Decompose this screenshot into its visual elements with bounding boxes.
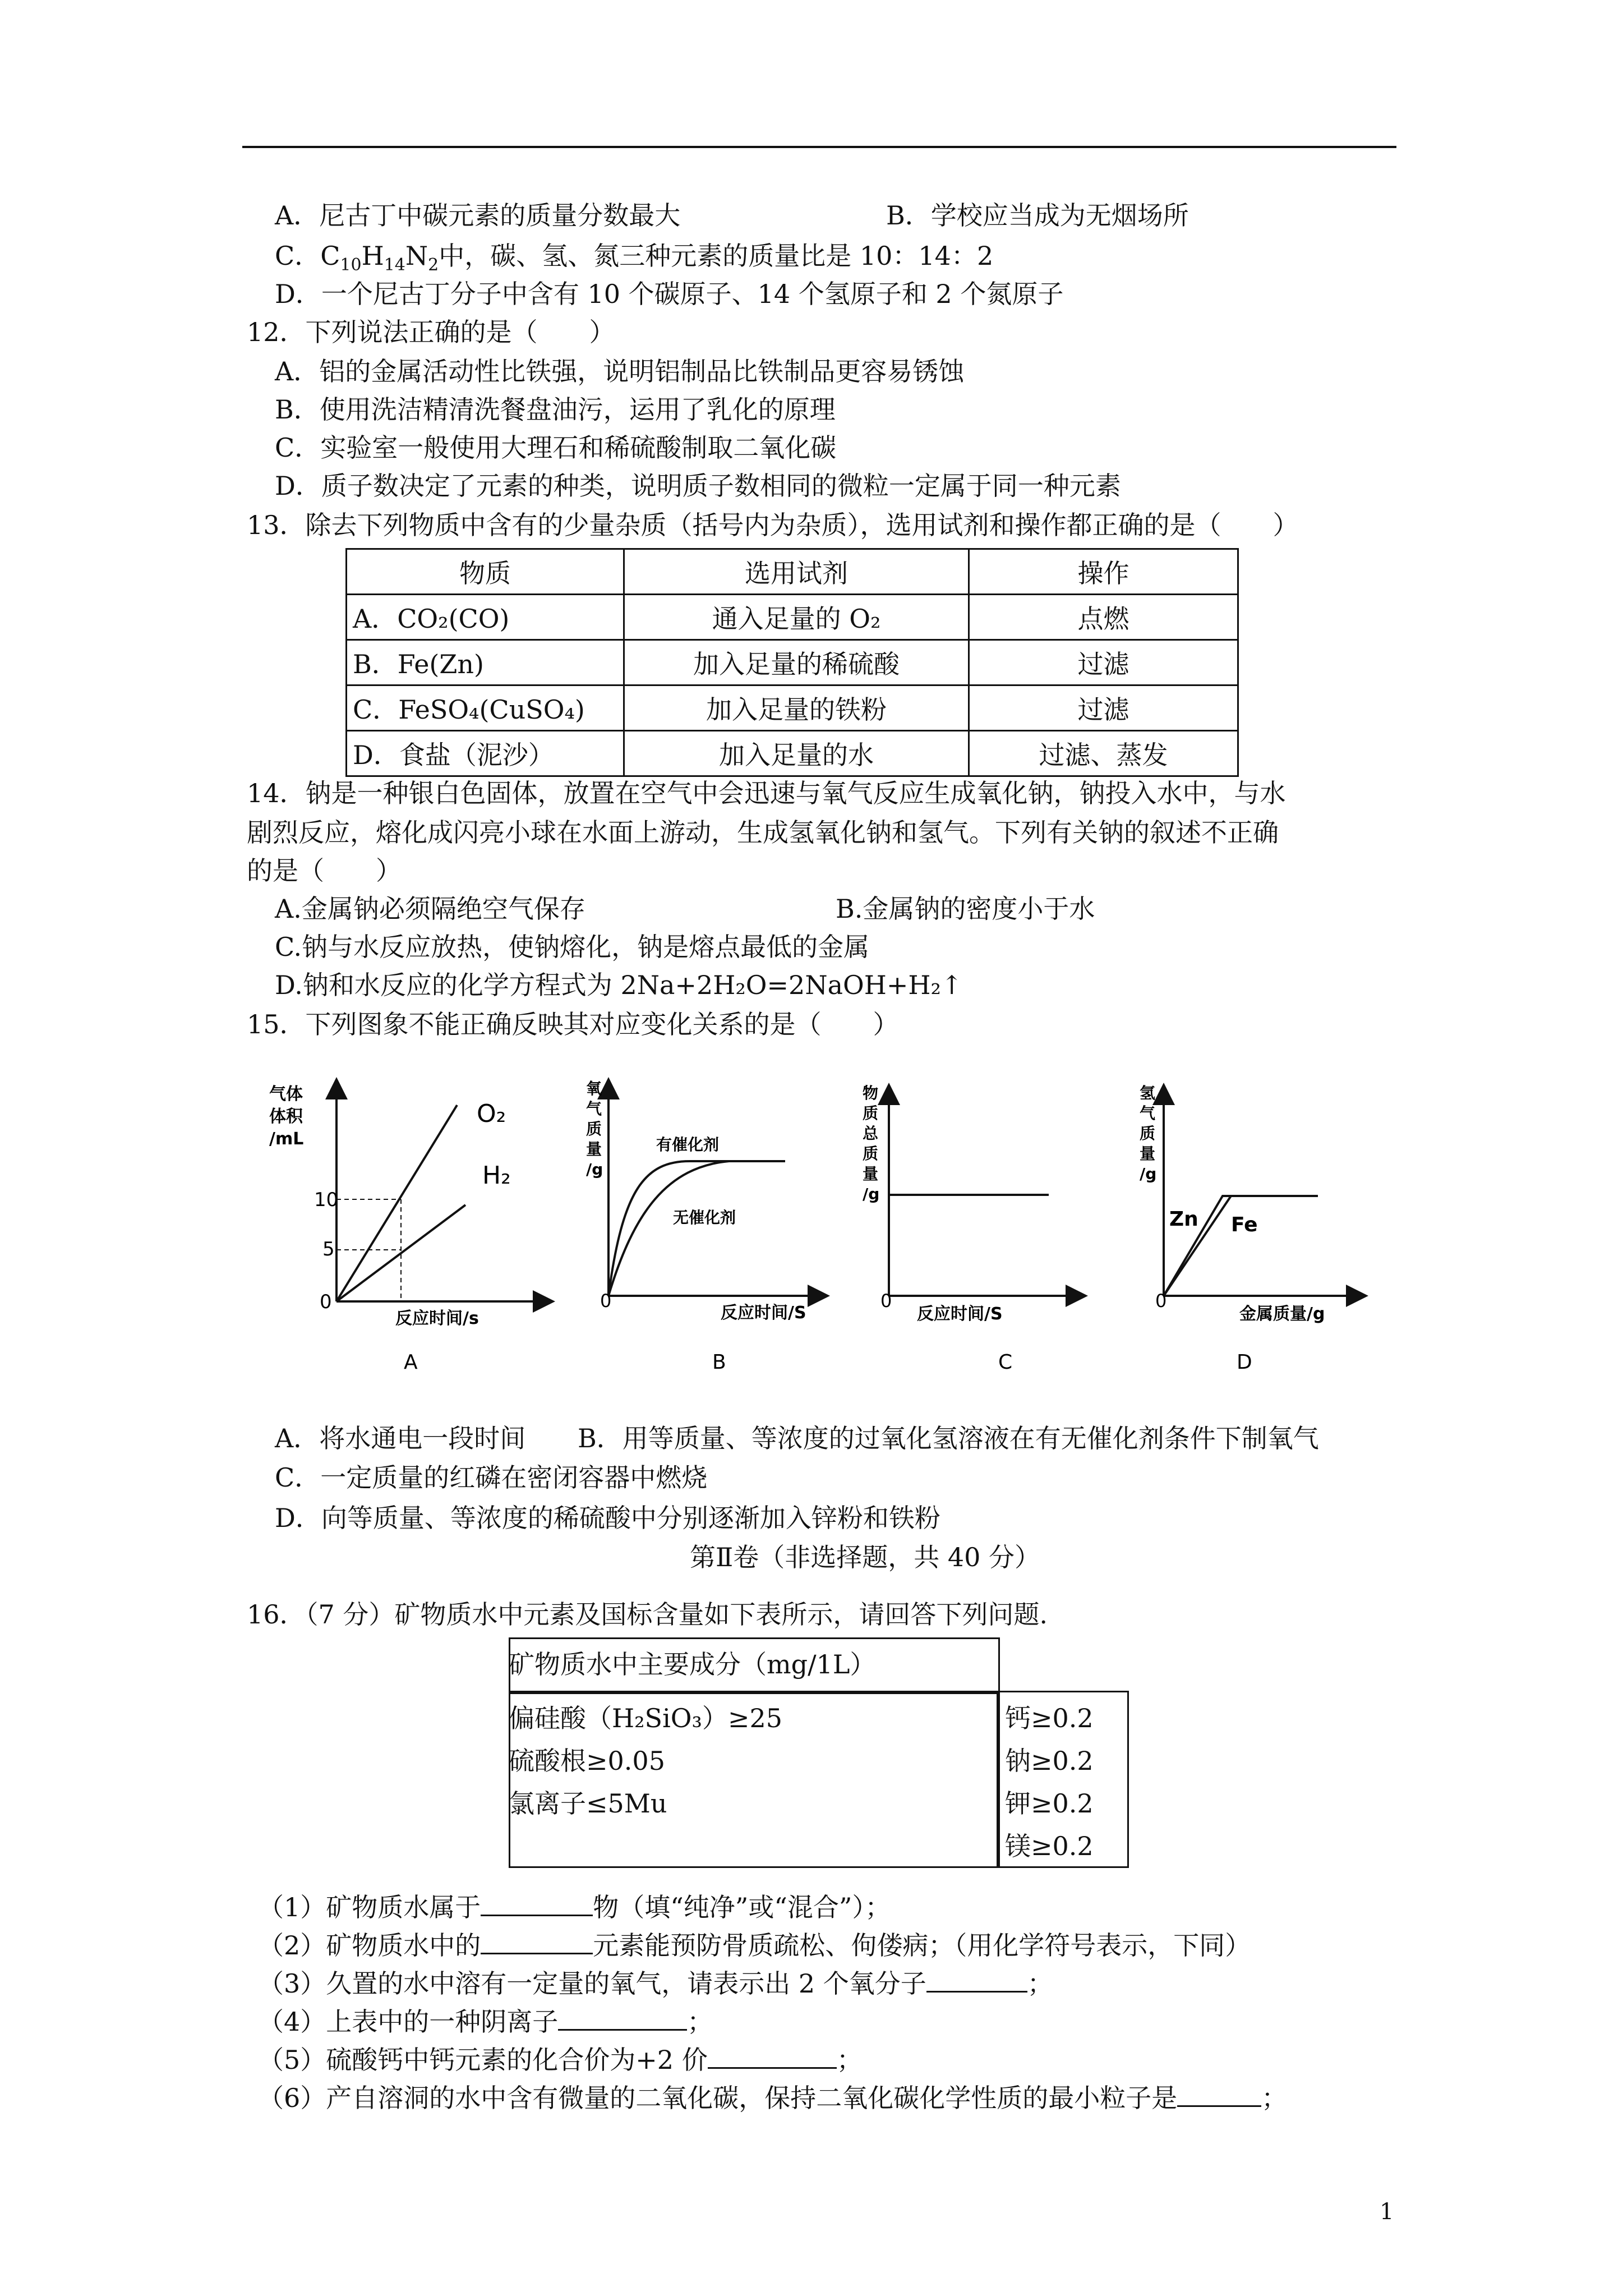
mineral-table (509, 1637, 1132, 1880)
answer-blank[interactable] (558, 2004, 687, 2031)
graph-a-h2-label: H₂ (482, 1161, 511, 1190)
header-reagent: 选用试剂 (624, 549, 969, 595)
q11-option-b: B．学校应当成为无烟场所 (886, 200, 1189, 231)
graph-b-ylabel: 氧气质量/g (586, 1079, 603, 1179)
table-row (347, 595, 1238, 640)
table-row (347, 731, 1238, 776)
q14-line-1: 14．钠是一种银白色固体，放置在空气中会迅速与氧气反应生成氧化钠，钠投入水中，与水 (247, 778, 1286, 808)
graph-a-o2-label: O₂ (477, 1099, 506, 1128)
mineral-table-title: 矿物质水中主要成分（mg/1L） (509, 1649, 876, 1680)
graph-a-label: A (404, 1351, 418, 1374)
cell-substance: C．FeSO₄(CuSO₄) (347, 685, 624, 731)
table-header-row (347, 549, 1238, 595)
mineral-right-1: 钙≥0.2 (1005, 1703, 1094, 1733)
cell-reagent: 加入足量的稀硫酸 (624, 640, 969, 685)
graph-a-tick-10: 10 (314, 1189, 339, 1211)
q11-option-c: C．$C_{10}H_{14}N_2$中，碳、氢、氮三种元素的质量比是 10：14：2 (275, 241, 994, 275)
q15-option-b: B．用等质量、等浓度的过氧化氢溶液在有无催化剂条件下制氧气 (578, 1423, 1319, 1453)
graph-c-xlabel: 反应时间/S (917, 1304, 1003, 1324)
graph-a-o2-line (336, 1105, 457, 1301)
mineral-right-3: 钾≥0.2 (1005, 1788, 1094, 1819)
q12-option-b: B．使用洗洁精清洗餐盘油污，运用了乳化的原理 (275, 394, 836, 425)
q16-sub-4: （4）上表中的一种阴离子 ； (258, 2003, 713, 2041)
q14-line-2: 剧烈反应，熔化成闪亮小球在水面上游动，生成氢氧化钠和氢气。下列有关钠的叙述不正确 (247, 817, 1279, 848)
q15-option-c: C．一定质量的红磷在密闭容器中燃烧 (275, 1462, 708, 1493)
graph-c (863, 1084, 1077, 1374)
header-rule (242, 146, 1396, 148)
cell-reagent: 加入足量的水 (624, 731, 969, 776)
q12-option-a: A．铝的金属活动性比铁强，说明铝制品比铁制品更容易锈蚀 (275, 356, 965, 386)
answer-blank[interactable] (481, 1928, 593, 1954)
answer-blank[interactable] (708, 2042, 837, 2069)
header-substance: 物质 (347, 549, 624, 595)
graph-a-xlabel: 反应时间/s (395, 1309, 479, 1328)
mineral-left-1: 偏硅酸（H₂SiO₃）≥25 (509, 1703, 783, 1733)
graph-a-tick-5: 5 (322, 1238, 335, 1260)
q14-line-3: 的是（ ） (247, 855, 402, 886)
graph-b (586, 1079, 819, 1374)
graph-c-ylabel: 物质总质量/g (863, 1084, 880, 1203)
q16-sub-5: （5）硫酸钙中钙元素的化合价为+2 价 ； (258, 2041, 863, 2079)
q15-option-d: D．向等质量、等浓度的稀硫酸中分别逐渐加入锌粉和铁粉 (275, 1503, 940, 1533)
q14-option-c: C.钠与水反应放热，使钠熔化，钠是熔点最低的金属 (275, 932, 870, 962)
graph-b-xlabel: 反应时间/S (721, 1303, 806, 1323)
graph-c-origin: 0 (880, 1290, 892, 1312)
answer-blank[interactable] (481, 1890, 593, 1916)
q11-option-d: D．一个尼古丁分子中含有 10 个碳原子、14 个氢原子和 2 个氮原子 (275, 279, 1064, 309)
mineral-left-3: 氯离子≤5Mu (509, 1788, 667, 1819)
page-number: 1 (1380, 2199, 1394, 2225)
graph-a-ylabel: 气体体积/mL (269, 1084, 304, 1149)
graph-d-ylabel: 氢气质量/g (1140, 1084, 1157, 1183)
cell-operation: 过滤、蒸发 (969, 731, 1238, 776)
q12-stem: 12．下列说法正确的是（ ） (247, 317, 615, 347)
table-row (347, 685, 1238, 731)
q12-option-c: C．实验室一般使用大理石和稀硫酸制取二氧化碳 (275, 432, 837, 463)
answer-blank[interactable] (926, 1966, 1027, 1993)
mineral-left-2: 硫酸根≥0.05 (509, 1746, 665, 1776)
graph-d-zn-label: Zn (1169, 1208, 1198, 1231)
cell-reagent: 加入足量的铁粉 (624, 685, 969, 731)
graph-b-catalyst-label: 有催化剂 (656, 1135, 720, 1154)
q16-sub-6: （6）产自溶洞的水中含有微量的二氧化碳，保持二氧化碳化学性质的最小粒子是 ； (258, 2079, 1287, 2117)
graph-d-xlabel: 金属质量/g (1239, 1304, 1325, 1324)
cell-substance: D．食盐（泥沙） (347, 731, 624, 776)
q14-option-d: D.钠和水反应的化学方程式为 2Na+2H₂O=2NaOH+H₂↑ (275, 970, 963, 1000)
q15-option-a: A．将水通电一段时间 (275, 1423, 526, 1453)
graph-b-label: B (712, 1351, 726, 1374)
cell-operation: 过滤 (969, 685, 1238, 731)
q11-option-a: A．尼古丁中碳元素的质量分数最大 (275, 200, 681, 231)
cell-reagent: 通入足量的 O₂ (624, 595, 969, 640)
graph-d-fe-label: Fe (1231, 1213, 1258, 1236)
cell-substance: B．Fe(Zn) (347, 640, 624, 685)
q16-sub-3: （3）久置的水中溶有一定量的氧气，请表示出 2 个氧分子 ； (258, 1964, 1053, 2003)
mineral-right-4: 镁≥0.2 (1005, 1831, 1094, 1861)
graph-d (1140, 1084, 1357, 1374)
answer-blank[interactable] (1177, 2081, 1261, 2107)
q14-option-a: A.金属钠必须隔绝空气保存 (275, 894, 585, 924)
q12-option-d: D．质子数决定了元素的种类，说明质子数相同的微粒一定属于同一种元素 (275, 471, 1121, 501)
graph-d-origin: 0 (1155, 1290, 1167, 1312)
graph-d-label: D (1237, 1351, 1252, 1374)
graph-a (269, 1084, 544, 1374)
q13-stem: 13．除去下列物质中含有的少量杂质（括号内为杂质），选用试剂和操作都正确的是（ ） (247, 510, 1299, 540)
table-row (347, 640, 1238, 685)
graph-b-no-catalyst-label: 无催化剂 (673, 1208, 736, 1227)
q15-stem: 15．下列图象不能正确反映其对应变化关系的是（ ） (247, 1009, 899, 1039)
mineral-right-2: 钠≥0.2 (1005, 1746, 1094, 1776)
graph-c-label: C (998, 1351, 1013, 1374)
q14-option-b: B.金属钠的密度小于水 (836, 894, 1095, 924)
section-2-title: 第Ⅱ卷（非选择题，共 40 分） (690, 1542, 1041, 1572)
cell-operation: 过滤 (969, 640, 1238, 685)
q16-sub-2: （2）矿物质水中的 元素能预防骨质疏松、佝偻病；（用化学符号表示，下同） (258, 1926, 1251, 1964)
graph-b-origin: 0 (600, 1290, 612, 1312)
graph-b-no-catalyst-curve (608, 1161, 729, 1296)
graph-a-origin: 0 (320, 1291, 332, 1313)
cell-operation: 点燃 (969, 595, 1238, 640)
cell-substance: A．CO₂(CO) (347, 595, 624, 640)
q13-table (345, 548, 1239, 777)
header-operation: 操作 (969, 549, 1238, 595)
q16-sub-1: （1）矿物质水属于 物（填“纯净”或“混合”）； (258, 1888, 891, 1926)
q16-stem: 16．（7 分）矿物质水中元素及国标含量如下表所示，请回答下列问题. (247, 1599, 1048, 1630)
graph-panel (264, 1077, 1413, 1380)
